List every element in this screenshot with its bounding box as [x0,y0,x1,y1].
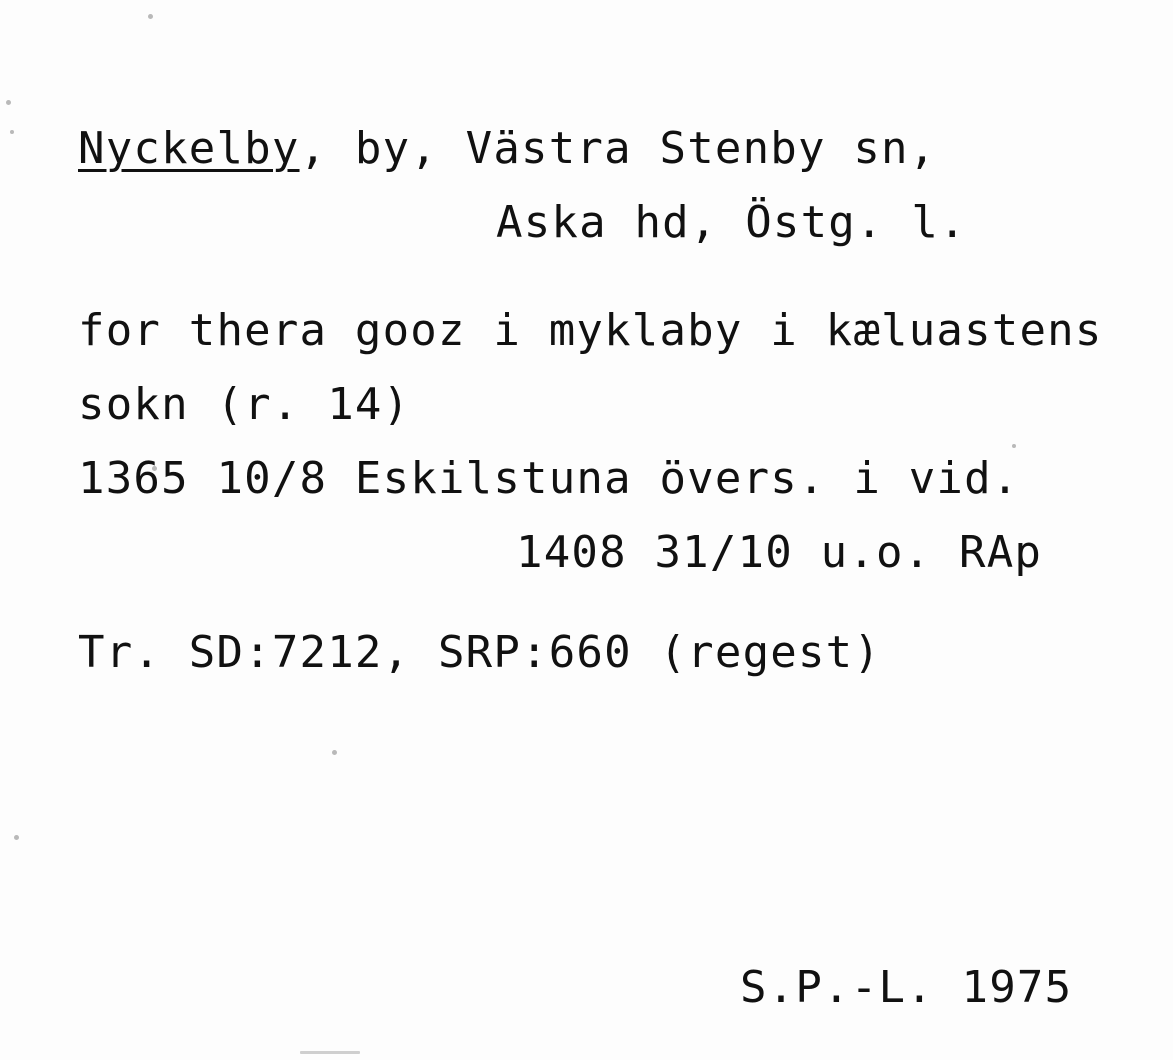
place-name: Nyckelby [78,123,300,174]
scan-speck [10,130,14,134]
heading-qualifier: , by, Västra Stenby sn, [299,123,937,174]
scan-speck [332,750,337,755]
scan-speck [148,14,153,19]
scan-speck [14,835,19,840]
reference-line: Tr. SD:7212, SRP:660 (regest) [78,627,882,678]
spacer [78,590,1158,616]
heading-line-2: Aska hd, Östg. l. [496,197,967,248]
card-text-block [78,112,1158,690]
body-line-3: 1365 10/8 Eskilstuna övers. i vid. [78,453,1020,504]
body-line-1: for thera gooz i myklaby i kæluastens [78,305,1103,356]
body-line-4: 1408 31/10 u.o. RAp [516,527,1043,578]
signature-footer: S.P.-L. 1975 [740,962,1073,1013]
body-line-2: sokn (r. 14) [78,379,411,430]
scan-speck [6,100,11,105]
heading-line-1 [78,112,1158,186]
scan-smudge [300,1051,360,1054]
spacer [78,260,1158,294]
